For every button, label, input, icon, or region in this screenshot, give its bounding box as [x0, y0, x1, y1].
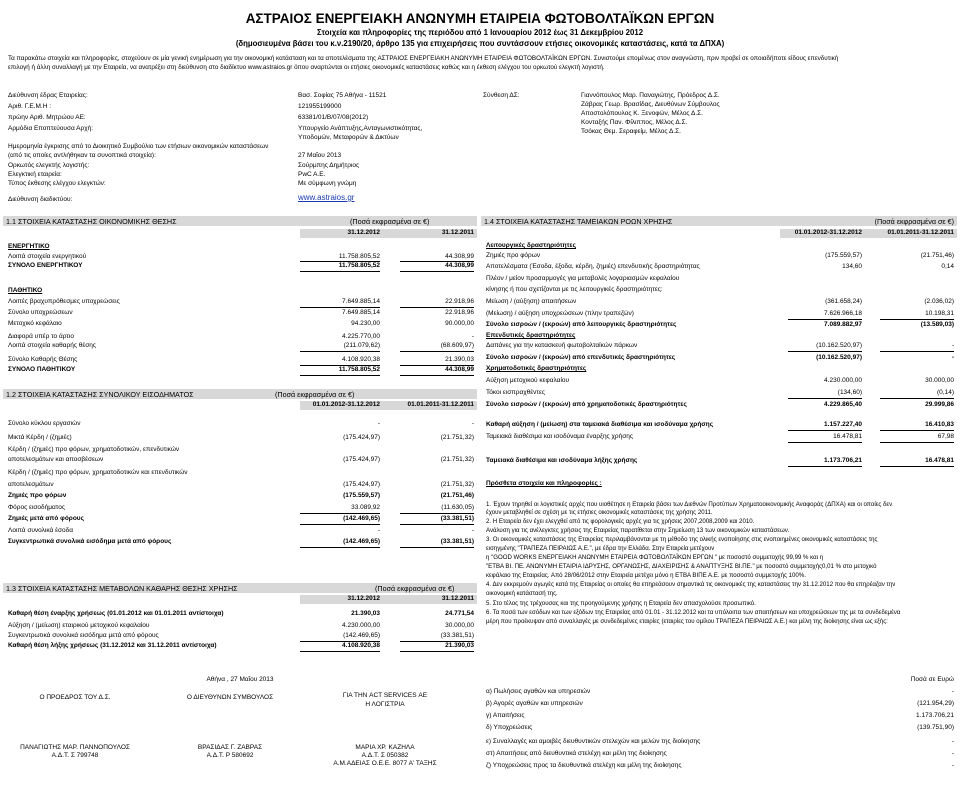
signatory-role: Ο ΔΙΕΥΘΥΝΩΝ ΣΥΜΒΟΥΛΟΣ — [186, 694, 274, 701]
table-cell: (13.589,03) — [920, 321, 954, 328]
audit-report-label: Τύπος έκθεσης ελέγχου ελεγκτών: — [8, 180, 106, 187]
page-subtitle-law: (δημοσιευμένα βάσει του κ.ν.2190/20, άρθρο 135 για επιχειρήσεις που συντάσσουν ετήσιες οικονομικές καταστάσεις, κατά τα ΔΠΧΑ) — [235, 39, 725, 48]
table-row-label: Ζημιές μετά από φόρους — [8, 515, 84, 522]
table-row-label: (Μείωση) / αύξηση υποχρεώσεων (πλην τραπεζών) — [486, 310, 634, 317]
approval-label: Ημερομηνία έγκρισης από το Διοικητικό Συμβούλιο των ετήσιων οικονομικών καταστάσεων — [8, 143, 269, 150]
table-cell: 4.225.770,00 — [342, 333, 380, 340]
company-authority-label: Αρμόδια Εποπτεύουσα Αρχή: — [8, 125, 94, 132]
table-cell: 4.230.000,00 — [824, 377, 862, 384]
note-line: 1. Έχουν τηρηθεί οι λογιστικές αρχές που υιοθέτησε η Εταιρεία βάσει των Διεθνών Προτύπων Χρηματοοικονομικής Αναφοράς (ΔΠΧΑ) και οι οποίες δεν — [486, 501, 893, 508]
auditor-name: Σούρμπης Δημήτριος — [298, 162, 360, 169]
section-1-2-title: 1.2 ΣΤΟΙΧΕΙΑ ΚΑΤΑΣΤΑΣΗΣ ΣΥΝΟΛΙΚΟΥ ΕΙΣΟΔΗΜΑΤΟΣ — [6, 390, 194, 399]
table-cell: (2.036,02) — [924, 298, 954, 305]
website-label: Διεύθυνση διαδικτύου: — [8, 196, 73, 203]
total-rule — [400, 547, 474, 548]
table-cell: 11.758.805,52 — [338, 366, 380, 373]
table-row-label: Μετοχικό κεφάλαιο — [8, 320, 62, 327]
table-cell: 21.390,03 — [445, 642, 474, 649]
col-header: 31.12.2011 — [441, 229, 474, 236]
table-cell: 94.230,00 — [351, 320, 380, 327]
table-cell: (21.751,32) — [440, 434, 474, 441]
note-line: "ΕΤΒΑ ΒΙ. ΠΕ. ΑΝΩΝΥΜΗ ΕΤΑΙΡΙΑ ΙΔΡΥΣΗΣ, ΟΡΓΑΝΩΣΗΣ, ΔΙΑΧΕΙΡΙΣΗΣ & ΑΝΑΠΤΥΞΗΣ ΒΙ.ΠΕ." με ποσοστό συμμετοχής0,01 % στο μετοχικό — [486, 563, 877, 570]
note-line: μέρη που προέκυψαν από συναλλαγές με συνδεδεμένες εταιρίες (εταιρίες του ομίλου ΤΡΑΠΕΖΑ ΠΕΙΡΑΙΩΣ Α.Ε.) και μέλη της διοίκησης είναι ως εξής: — [486, 618, 888, 625]
signatory-role: ΓΙΑ ΤΗΝ ACT SERVICES ΑΕ — [342, 692, 428, 699]
col-header: 01.01.2012-31.12.2012 — [312, 401, 380, 408]
related-row-label: ζ) Υποχρεώσεις προς τα διευθυντικά στελέχη και μέλη της διοίκησης — [486, 762, 682, 769]
table-cell: 4.108.920,38 — [342, 642, 380, 649]
table-cell: (142.469,65) — [343, 515, 380, 522]
note-line: 3. Οι οικονομικές καταστάσεις της Εταιρείας περιλαμβάνονται με τη μέθοδο της ολικής ενοποίησης στις ενοποιημένες οικονομικές καταστάσεις της — [486, 536, 878, 543]
signatory-role: Ο ΠΡΟΕΔΡΟΣ ΤΟΥ Δ.Σ. — [39, 694, 111, 701]
table-cell: (21.751,32) — [440, 481, 474, 488]
table-cell: (175.424,97) — [343, 456, 380, 463]
table-row-label: Ταμειακά διαθέσιμα και ισοδύναμα λήξης χρήσης — [486, 457, 638, 464]
assets-heading: ΕΝΕΡΓΗΤΙΚΟ — [8, 243, 50, 250]
table-cell: 22.918,96 — [445, 309, 474, 316]
approval-label-2: (από τις οποίες αντλήθηκαν τα συνοπτικά στοιχεία): — [8, 152, 156, 159]
table-cell: (175.559,57) — [825, 252, 862, 259]
financing-heading: Χρηματοδοτικές δραστηριότητες — [486, 365, 587, 372]
sum-rule — [400, 513, 474, 514]
table-row-label: Διαφορά υπέρ το άρτιο — [8, 333, 74, 340]
table-cell: 4.230.000,00 — [342, 622, 380, 629]
table-row-label: Καθαρή αύξηση / (μείωση) στα ταμειακά διαθέσιμα και ισοδύναμα χρήσης — [486, 421, 714, 428]
table-cell: 7.626.966,18 — [824, 310, 862, 317]
table-cell: 44.308,99 — [445, 366, 474, 373]
total-rule — [788, 466, 862, 467]
table-cell: 4.229.865,40 — [824, 401, 862, 408]
table-row-label: Αύξηση / (μείωση) εταιρικού μετοχικού κεφαλαίου — [8, 622, 150, 629]
intro-text-2: επιλογή ή άλλη συναλλαγή με την Εταιρεία, να ανατρέξει στη διεύθυνση στο διαδίκτυο www.astraios.gr όπου αναρτώνται οι ετήσιες οικονομικές καταστάσεις καθώς και η έκθεση ελέγχου του ορκωτού ελεγκτή λογιστή. — [8, 64, 605, 71]
company-gemi: 121955199000 — [298, 103, 342, 110]
sum-rule — [400, 307, 474, 308]
related-row-value: (121.954,29) — [917, 700, 954, 707]
table-cell: (0,14) — [937, 389, 954, 396]
table-row-label: ΣΥΝΟΛΟ ΠΑΘΗΤΙΚΟΥ — [8, 366, 76, 373]
table-row-label: Λοιπά στοιχεία ενεργητικού — [8, 253, 87, 260]
signatory-id: Α.Δ.Τ. Σ 050382 — [361, 752, 409, 759]
table-row-label: Σύνολο Καθαρής Θέσης — [8, 356, 78, 363]
table-cell: (10.162.520,97) — [816, 354, 862, 361]
table-cell: - — [471, 527, 474, 534]
related-amounts-label: Ποσά σε Ευρώ — [910, 676, 954, 683]
table-row-label: Σύνολο εισροών / (εκροών) από επενδυτικές δραστηριότητες — [486, 354, 676, 361]
related-row-value: - — [951, 688, 954, 695]
sum-rule — [300, 513, 380, 514]
total-rule — [400, 651, 474, 652]
table-cell: - — [377, 420, 380, 427]
table-cell: (21.751,46) — [440, 492, 474, 499]
table-cell: 0,14 — [941, 263, 954, 270]
signatory-name: ΠΑΝΑΓΙΩΤΗΣ ΜΑΡ. ΠΑΝΝΟΠΟΥΛΟΣ — [20, 744, 130, 751]
sum-rule — [300, 307, 380, 308]
table-row-label: Σύνολο κύκλου εργασιών — [8, 420, 81, 427]
related-row-label: γ) Απαιτήσεις — [486, 712, 525, 719]
total-rule — [300, 524, 380, 525]
col-header: 31.12.2011 — [441, 595, 474, 602]
table-row-label-cont: αποτελεσμάτων — [8, 481, 54, 488]
table-cell: (21.751,32) — [440, 456, 474, 463]
table-row-label: Σύνολο εισροών / (εκροών) από λειτουργικές δραστηριότητες — [486, 321, 677, 328]
total-rule — [300, 271, 380, 272]
audit-firm: PwC A.E. — [298, 171, 326, 178]
related-row-value: - — [951, 738, 954, 745]
table-cell: - — [951, 342, 954, 349]
col-header: 31.12.2012 — [347, 229, 380, 236]
table-row-label: Μείωση / (αύξηση) απαιτήσεων — [486, 298, 577, 305]
table-cell: 134,60 — [842, 263, 862, 270]
table-cell: 7.089.882,97 — [824, 321, 862, 328]
sum-rule — [400, 351, 474, 352]
table-row-label-cont: αποτελεσμάτων και αποσβέσεων — [8, 456, 104, 463]
table-row-label: ΣΥΝΟΛΟ ΕΝΕΡΓΗΤΙΚΟΥ — [8, 262, 83, 269]
intro-text: Τα παρακάτω στοιχεία και πληροφορίες, στοχεύουν σε μία γενική ενημέρωση για την οικονομική κατάσταση και τα αποτελέσματα της ΑΣΤΡΑΙΟΣ ΕΝΕΡΓΕΙΑΚΗ ΑΝΩΝΥΜΗ ΕΤΑΙΡΕΙΑ ΦΩΤΟΒΟΛΤΑΪΚΩΝ ΕΡΓΩΝ. Συνιστούμε επομένως στον αναγνώστη, πριν προβεί σε οποιαδήποτε είδους επενδυτική — [8, 55, 839, 62]
board-label: Σύνθεση ΔΣ: — [483, 92, 520, 99]
related-row-value: 1.173.706,21 — [916, 712, 954, 719]
table-row-label: Ζημιές προ φόρων — [486, 252, 541, 259]
sum-rule — [880, 430, 954, 431]
table-cell: 1.173.706,21 — [824, 457, 862, 464]
table-row-label: Λοιπά στοιχεία καθαρής θέσης — [8, 342, 97, 349]
col-header: 01.01.2011-31.12.2011 — [407, 401, 474, 408]
table-cell: 1.157.227,40 — [824, 421, 862, 428]
table-cell: 22.918,96 — [445, 298, 474, 305]
signatory-id: Α.Δ.Τ. Ρ 580692 — [206, 752, 254, 759]
table-cell: 11.758.805,52 — [338, 262, 380, 269]
note-line: η "GOOD WORKS ΕΝΕΡΓΕΙΑΚΗ ΑΝΩΝΥΜΗ ΕΤΑΙΡΕΙΑ ΦΩΤΟΒΟΛΤΑΪΚΩΝ ΕΡΓΩΝ " με ποσοστό συμμετοχής 99,99 % και η — [486, 554, 824, 561]
table-cell: (10.162.520,97) — [816, 342, 862, 349]
table-cell: 16.410,83 — [925, 421, 954, 428]
page-title: ΑΣΤΡΑΙΟΣ ΕΝΕΡΓΕΙΑΚΗ ΑΝΩΝΥΜΗ ΕΤΑΙΡΕΙΑ ΦΩΤΟΒΟΛΤΑΪΚΩΝ ΕΡΓΩΝ — [245, 11, 715, 26]
company-authority: Υπουργείο Ανάπτυξης,Ανταγωνιστικότητας, — [298, 125, 423, 132]
signatory-role: Η ΛΟΓΙΣΤΡΙΑ — [365, 701, 405, 708]
board-member: Αποστολόπουλος Κ. Ξενοφών, Μέλος Δ.Σ. — [581, 110, 703, 117]
table-cell: (211.079,62) — [343, 342, 380, 349]
website-link[interactable]: www.astraios.gr — [298, 193, 355, 202]
note-line: 2. Η Εταιρεία δεν έχει ελεγχθεί από τις φορολογικές αρχές για τις χρήσεις 2007,2008,2009 και 2010. — [486, 518, 755, 525]
table-cell: - — [377, 527, 380, 534]
table-cell: 67,98 — [937, 433, 954, 440]
table-cell: 33.089,92 — [351, 504, 380, 511]
table-row-label: Καθαρή θέση λήξης χρήσεως (31.12.2012 και 31.12.2011 αντίστοιχα) — [8, 642, 217, 649]
table-cell: (33.381,51) — [440, 515, 474, 522]
investing-heading: Επενδυτικές δραστηριότητες — [486, 332, 576, 339]
note-line: εισηγμένης "ΤΡΑΠΕΖΑ ΠΕΙΡΑΙΩΣ Α.Ε.", με έδρα την Ελλάδα. Στην Εταιρεία μετέχουν — [486, 545, 715, 552]
related-row-value: - — [951, 762, 954, 769]
company-address-label: Διεύθυνση έδρας Εταιρείας: — [8, 92, 88, 99]
note-line: κεφάλαιο της Εταιρείας. Από 28/06/2012 στην Εταιρεία μετέχει μόνο η ΕΤΒΑ ΒΙΠΕ Α.Ε. με ποσοστό συμμετοχής 100%. — [486, 572, 806, 579]
table-row-label: κίνησης ή που σχετίζονται με τις λειτουργικές δραστηριότητες: — [486, 286, 663, 293]
sum-rule — [880, 319, 954, 320]
table-cell: (21.751,46) — [920, 252, 954, 259]
sum-rule — [788, 442, 862, 443]
table-cell: 90.000,00 — [445, 320, 474, 327]
table-row-label: Καθαρή θέση έναρξης χρήσεως (01.01.2012 και 01.01.2011 αντίστοιχα) — [8, 610, 224, 617]
related-row-label: β) Αγορές αγαθών και υπηρεσιών — [486, 700, 583, 707]
related-row-label: α) Πωλήσεις αγαθών και υπηρεσιών — [486, 688, 591, 695]
liabilities-heading: ΠΑΘΗΤΙΚΟ — [8, 287, 43, 294]
table-cell: (33.381,51) — [440, 632, 474, 639]
table-cell: 4.108.920,38 — [342, 356, 380, 363]
sum-rule — [880, 351, 954, 352]
signatory-name: ΒΡΑΣΙΔΑΣ Γ. ΖΑΒΡΑΣ — [197, 744, 263, 751]
note-line: έχουν μεταβληθεί σε σχέση με τις ετήσιες οικονομικές καταστάσεις της χρήσης 2011. — [486, 509, 713, 516]
col-header: 01.01.2012-31.12.2012 — [794, 229, 862, 236]
table-cell: 21.390,03 — [445, 356, 474, 363]
related-row-value: (139.751,90) — [917, 724, 954, 731]
table-row-label: Σύνολο υποχρεώσεων — [8, 309, 73, 316]
table-cell: (11.630,05) — [441, 504, 474, 511]
table-row-label: Ζημιές προ φόρων — [8, 492, 67, 499]
table-row-label: Πλέον / μείον προσαρμογές για μεταβολές λογαριασμών κεφαλαίου — [486, 275, 680, 282]
col-header: 31.12.2012 — [347, 595, 380, 602]
total-rule — [400, 524, 474, 525]
table-cell: 30.000,00 — [445, 622, 474, 629]
total-rule — [300, 547, 380, 548]
table-row-label: Ταμειακά διαθέσιμα και ισοδύναμα έναρξης χρήσης — [486, 433, 633, 440]
table-cell: - — [471, 420, 474, 427]
table-cell: 30.000,00 — [925, 377, 954, 384]
section-1-2-amounts-note: (Ποσά εκφρασμένα σε €) — [275, 390, 355, 399]
table-row-label: Κέρδη / (ζημιές) προ φόρων, χρηματοδοτικών και επενδυτικών — [8, 469, 188, 476]
sum-rule — [880, 442, 954, 443]
board-member: Κονταξής Παν. Φίλιππος, Μέλος Δ.Σ. — [581, 119, 688, 126]
related-row-value: - — [951, 750, 954, 757]
table-cell: (68.609,97) — [440, 342, 474, 349]
section-1-1-title: 1.1 ΣΤΟΙΧΕΙΑ ΚΑΤΑΣΤΑΣΗΣ ΟΙΚΟΝΟΜΙΚΗΣ ΘΕΣΗΣ — [6, 217, 177, 226]
section-1-4-amounts-note: (Ποσά εκφρασμένα σε €) — [874, 217, 954, 226]
table-cell: (33.381,51) — [440, 538, 474, 545]
auditor-label: Ορκωτός ελεγκτής λογιστής: — [8, 162, 90, 169]
note-line: Ανάλυση για τις ανέλεγκτες χρήσεις της Εταιρείας παρατίθεται στην Σημείωση 13 των οικονομικών καταστάσεων. — [486, 527, 790, 534]
board-member: Τσόκας Θεμ. Σεραφείμ, Μέλος Δ.Σ. — [581, 128, 681, 135]
place-date: Αθήνα , 27 Μαΐου 2013 — [206, 676, 274, 683]
related-row-label: δ) Υποχρεώσεις — [486, 724, 533, 731]
board-member: Ζάβρας Γεωρ. Βρασίδας, Διευθύνων Σύμβουλος — [581, 101, 720, 108]
table-cell: 11.758.805,52 — [338, 253, 380, 260]
table-cell: (175.559,57) — [343, 492, 380, 499]
table-cell: (175.424,97) — [343, 481, 380, 488]
table-cell: (134,60) — [837, 389, 862, 396]
note-line: 6. Τα ποσά των εσόδων και των εξόδων της Εταιρείας από 01.01 - 31.12.2012 και τα υπόλοιπα των απαιτήσεων και υποχρεώσεων της με τα συνδεδεμένα — [486, 609, 901, 616]
table-cell: - — [471, 333, 474, 340]
company-gemi-label: Αριθ. Γ.Ε.Μ.Η : — [8, 103, 52, 110]
operating-heading: Λειτουργικές δραστηριότητες — [486, 242, 577, 249]
section-1-3-amounts-note: (Ποσά εκφρασμένα σε €) — [375, 584, 455, 593]
company-registry-label: πρώην Αριθ. Μητρώου ΑΕ: — [8, 114, 86, 121]
total-rule — [300, 651, 380, 652]
col-header: 01.01.2011-31.12.2011 — [887, 229, 954, 236]
table-cell: 24.771,54 — [445, 610, 474, 617]
table-row-label: Αποτελέσματα (Έσοδα, έξοδα, κέρδη, ζημιές) επενδυτικής δραστηριότητας — [486, 263, 700, 270]
table-row-label: Λοιπές βραχυπρόθεσμες υποχρεώσεις — [8, 298, 120, 305]
table-cell: (142.469,65) — [343, 538, 380, 545]
page-subtitle: Στοιχεία και πληροφορίες της περιόδου από 1 Ιανουαρίου 2012 έως 31 Δεκεμβρίου 2012 — [316, 28, 644, 37]
note-line: 5. Στο τέλος της τρέχουσας και της προηγούμενης χρήσης η Εταιρεία δεν απασχολούσε προσωπικό. — [486, 600, 756, 607]
table-row-label: Φόρος εισοδήματος — [8, 504, 65, 511]
signatory-name: ΜΑΡΙΑ ΧΡ. ΚΑΖΗΛΑ — [355, 744, 415, 751]
table-cell: 21.390,03 — [351, 610, 380, 617]
signatory-id: Α.Δ.Τ. Σ 799748 — [51, 752, 99, 759]
table-cell: 44.308,99 — [445, 253, 474, 260]
table-cell: 29.999,86 — [925, 401, 954, 408]
total-rule — [880, 466, 954, 467]
section-1-4-title: 1.4 ΣΤΟΙΧΕΙΑ ΚΑΤΑΣΤΑΣΗΣ ΤΑΜΕΙΑΚΩΝ ΡΟΩΝ ΧΡΗΣΗΣ — [484, 217, 673, 226]
sum-rule — [788, 319, 862, 320]
sum-rule — [880, 398, 954, 399]
total-rule — [400, 271, 474, 272]
table-cell: - — [951, 354, 954, 361]
table-cell: 16.478,81 — [925, 457, 954, 464]
table-row-label: Αύξηση μετοχικού κεφαλαίου — [486, 377, 570, 384]
table-row-label: Κέρδη / (ζημιές) προ φόρων, χρηματοδοτικών, επενδυτικών — [8, 446, 180, 453]
table-cell: (361.658,24) — [825, 298, 862, 305]
sum-rule — [788, 351, 862, 352]
note-line: οικονομική κατάστασή της. — [486, 590, 558, 597]
company-authority-2: Υποδομών, Μεταφορών & Δικτύων — [298, 134, 399, 141]
related-row-label: ε) Συναλλαγές και αμοιβές διευθυντικών στελεχών και μελών της διοίκησης — [486, 738, 701, 745]
table-row-label: Δαπάνες για την κατασκευή φωτοβολταϊκών πάρκων — [486, 342, 638, 349]
table-cell: 44.308,99 — [445, 262, 474, 269]
section-1-3-title: 1.3 ΣΤΟΙΧΕΙΑ ΚΑΤΑΣΤΑΣΗΣ ΜΕΤΑΒΟΛΩΝ ΚΑΘΑΡΗΣ ΘΕΣΗΣ ΧΡΗΣΗΣ — [6, 584, 238, 593]
total-rule — [400, 375, 474, 376]
company-registry: 63381/01/Β/07/08(2012) — [298, 114, 369, 121]
audit-firm-label: Ελεγκτική εταιρεία: — [8, 171, 62, 178]
related-row-label: στ) Απαιτήσεις από διευθυντικά στελέχη και μέλη της διοίκησης — [486, 750, 667, 757]
table-cell: 7.649.885,14 — [342, 309, 380, 316]
section-1-1-amounts-note: (Ποσά εκφρασμένα σε €) — [350, 217, 430, 226]
table-row-label: Μικτά Κέρδη / (ζημιές) — [8, 434, 72, 441]
sum-rule — [300, 351, 380, 352]
table-cell: 7.649.885,14 — [342, 298, 380, 305]
notes-heading: Πρόσθετα στοιχεία και πληροφορίες : — [486, 480, 602, 487]
table-cell: (175.424,97) — [343, 434, 380, 441]
board-member: Γιαννόπουλος Μαρ. Παναγιώτης, Πρόεδρος Δ.Σ. — [581, 92, 720, 99]
table-row-label: Τόκοι εισπραχθέντες — [486, 389, 545, 396]
approval-date: 27 Μαΐου 2013 — [298, 152, 342, 159]
audit-report-type: Με σύμφωνη γνώμη — [298, 180, 357, 187]
table-cell: 16.478,81 — [833, 433, 862, 440]
note-line: 4. Δεν εκκρεμούν αγωγές κατά της Εταιρείας οι οποίες θα επηρεάσουν σημαντικά τις οικονομικές της καταστάσεις την 31.12.2012 που θα επηρέαζαν την — [486, 581, 896, 588]
table-cell: (142.469,65) — [343, 632, 380, 639]
sum-rule — [788, 430, 862, 431]
sum-rule — [788, 398, 862, 399]
table-row-label: Λοιπά συνολικά έσοδα — [8, 527, 73, 534]
table-row-label: Συγκεντρωτικά συνολικά εισόδημα μετά από φόρους — [8, 632, 159, 639]
signatory-license: Α.Μ.ΑΔΕΙΑΣ Ο.Ε.Ε. 8077 Α' ΤΑΞΗΣ — [333, 760, 437, 767]
company-address: Βασ. Σοφίας 75 Αθήνα - 11521 — [298, 92, 387, 99]
total-rule — [300, 375, 380, 376]
table-cell: 10.198,31 — [925, 310, 954, 317]
table-row-label: Συγκεντρωτικά συνολικά εισόδημα μετά από φόρους — [8, 538, 172, 545]
table-row-label: Σύνολο εισροών / (εκροών) από χρηματοδοτικές δραστηριότητες — [486, 401, 687, 408]
